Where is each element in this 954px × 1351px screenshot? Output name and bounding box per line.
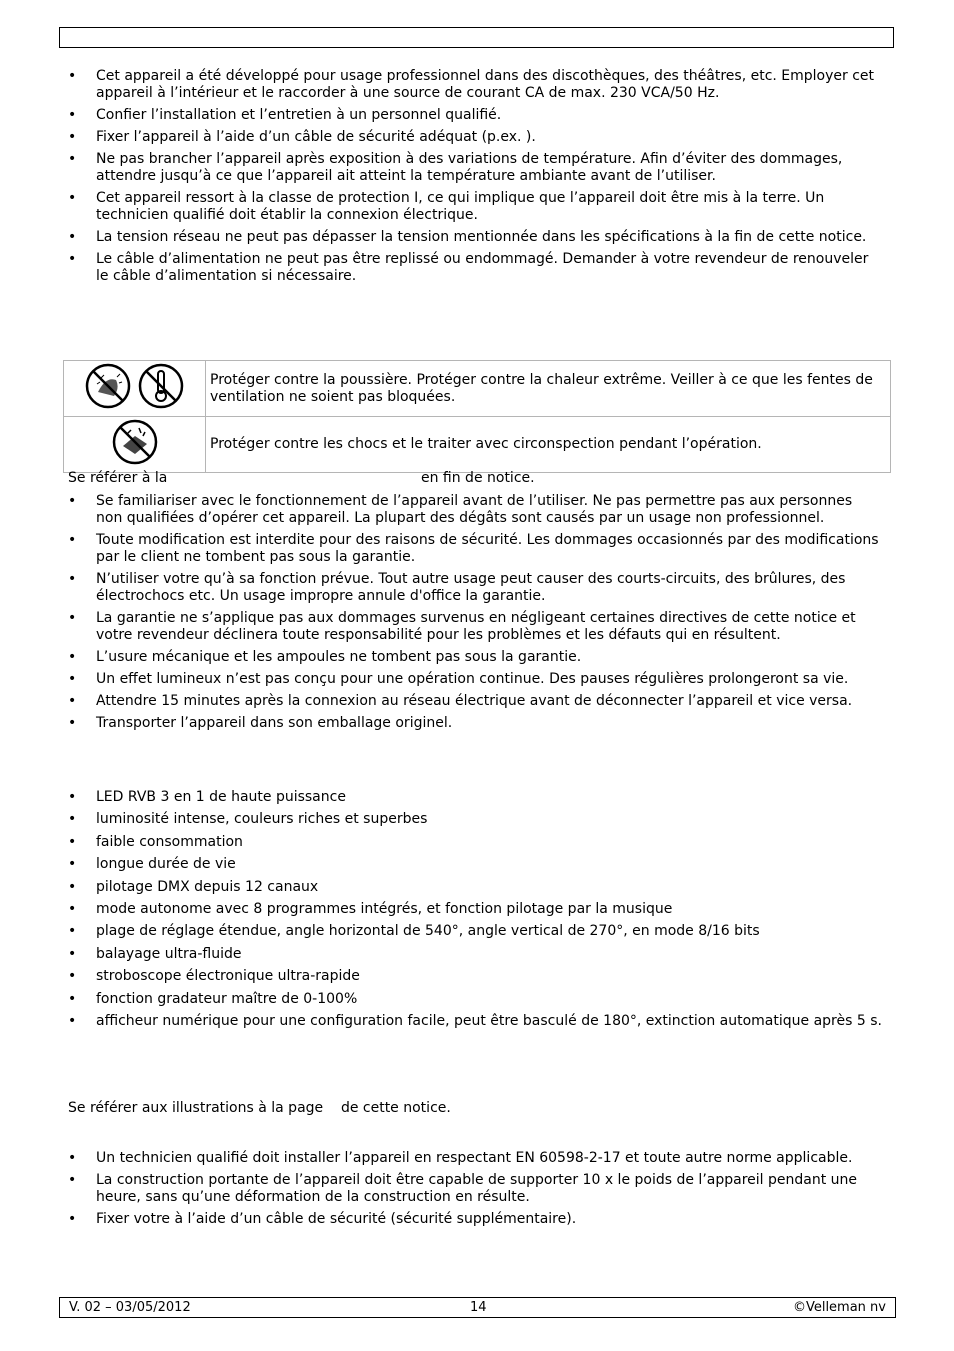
list-item: • faible consommation: [68, 834, 882, 851]
icon-cell: [64, 361, 206, 417]
list-item: • Un effet lumineux n’est pas conçu pour une opération continue. Des pauses régulières prolongeront sa vie.: [68, 671, 882, 688]
footer-copyright: ©Velleman nv: [792, 1300, 886, 1315]
list-item: • Cet appareil a été développé pour usage professionnel dans des discothèques, des théâtres, etc. Employer cet appareil à l’intérieur et le raccorder à une source de courant CA de max. 230 VCA/50 Hz.: [68, 68, 882, 102]
list-item: • La construction portante de l’appareil doit être capable de supporter 10 x le poids de l’appareil pendant une heure, sans qu’une déformation de la construction en résulte.: [68, 1172, 882, 1206]
list-item: • longue durée de vie: [68, 856, 882, 873]
list-item: • La garantie ne s’applique pas aux dommages survenus en négligeant certaines directives de cette notice et votre revendeur déclinera toute responsabilité pour les problèmes et les défauts qui en résultent.: [68, 610, 882, 644]
list-item: • Fixer l’appareil à l’aide d’un câble de sécurité adéquat (p.ex. ).: [68, 129, 882, 146]
icon-cell: [64, 417, 206, 473]
list-item: • LED RVB 3 en 1 de haute puissance: [68, 789, 882, 806]
safety-list: [68, 68, 882, 290]
list-item: • pilotage DMX depuis 12 canaux: [68, 879, 882, 896]
footer-version: V. 02 – 03/05/2012: [69, 1300, 191, 1315]
illustrations-reference: Se référer aux illustrations à la page de cette notice.: [68, 1100, 451, 1116]
list-item: • Transporter l’appareil dans son emballage originel.: [68, 715, 882, 732]
warranty-reference: Se référer à la en fin de notice.: [68, 470, 535, 486]
list-item: • Le câble d’alimentation ne peut pas être replissé ou endommagé. Demander à votre revendeur de renouveler le câble d’alimentation si nécessaire.: [68, 251, 882, 285]
no-shock-icon: [111, 418, 159, 466]
list-item: • Toute modification est interdite pour des raisons de sécurité. Les dommages occasionnés par des modifications par le client ne tombent pas sous la garantie.: [68, 532, 882, 566]
list-item: • Un technicien qualifié doit installer l’appareil en respectant EN 60598-2-17 et toute autre norme applicable.: [68, 1150, 882, 1167]
install-list: [68, 1150, 882, 1233]
list-item: • Ne pas brancher l’appareil après exposition à des variations de température. Afin d’éviter des dommages, attendre jusqu’à ce que l’appareil ait atteint la température ambiante avant de l’utiliser.: [68, 151, 882, 185]
list-item: • balayage ultra-fluide: [68, 946, 882, 963]
list-item: • Attendre 15 minutes après la connexion au réseau électrique avant de déconnecter l’appareil et vice versa.: [68, 693, 882, 710]
list-item: • plage de réglage étendue, angle horizontal de 540°, angle vertical de 270°, en mode 8/16 bits: [68, 923, 882, 940]
list-item: • N’utiliser votre qu’à sa fonction prévue. Tout autre usage peut causer des courts-circuits, des brûlures, des électrochocs etc. Un usage impropre annule d'office la garantie.: [68, 571, 882, 605]
icon-table-text: Protéger contre la poussière. Protéger contre la chaleur extrême. Veiller à ce que les fentes de ventilation ne soient pas bloquées.: [206, 361, 891, 417]
list-item: • Confier l’installation et l’entretien à un personnel qualifié.: [68, 107, 882, 124]
list-item: • Cet appareil ressort à la classe de protection I, ce qui implique que l’appareil doit être mis à la terre. Un technicien qualifié doit établir la connexion électrique.: [68, 190, 882, 224]
icon-table: [63, 360, 891, 473]
icon-row-shock: [64, 417, 891, 473]
footer-page-number: 14: [470, 1300, 487, 1315]
list-item: • stroboscope électronique ultra-rapide: [68, 968, 882, 985]
list-item: • fonction gradateur maître de 0-100%: [68, 991, 882, 1008]
header-box: [59, 27, 894, 48]
icon-row-dust-heat: [64, 361, 891, 417]
list-item: • afficheur numérique pour une configuration facile, peut être basculé de 180°, extinction automatique après 5 s.: [68, 1013, 882, 1030]
no-heat-icon: [137, 362, 185, 410]
features-list: [68, 789, 882, 1035]
icon-table-text: Protéger contre les chocs et le traiter avec circonspection pendant l’opération.: [206, 417, 891, 473]
list-item: • Fixer votre à l’aide d’un câble de sécurité (sécurité supplémentaire).: [68, 1211, 882, 1228]
footer: [59, 1297, 896, 1318]
list-item: • mode autonome avec 8 programmes intégrés, et fonction pilotage par la musique: [68, 901, 882, 918]
list-item: • La tension réseau ne peut pas dépasser la tension mentionnée dans les spécifications à la fin de cette notice.: [68, 229, 882, 246]
list-item: • luminosité intense, couleurs riches et superbes: [68, 811, 882, 828]
guidelines-list: [68, 493, 882, 737]
list-item: • Se familiariser avec le fonctionnement de l’appareil avant de l’utiliser. Ne pas permettre pas aux personnes non qualifiées d’opérer cet appareil. La plupart des dégâts sont causés par un usage non professionnel.: [68, 493, 882, 527]
list-item: • L’usure mécanique et les ampoules ne tombent pas sous la garantie.: [68, 649, 882, 666]
